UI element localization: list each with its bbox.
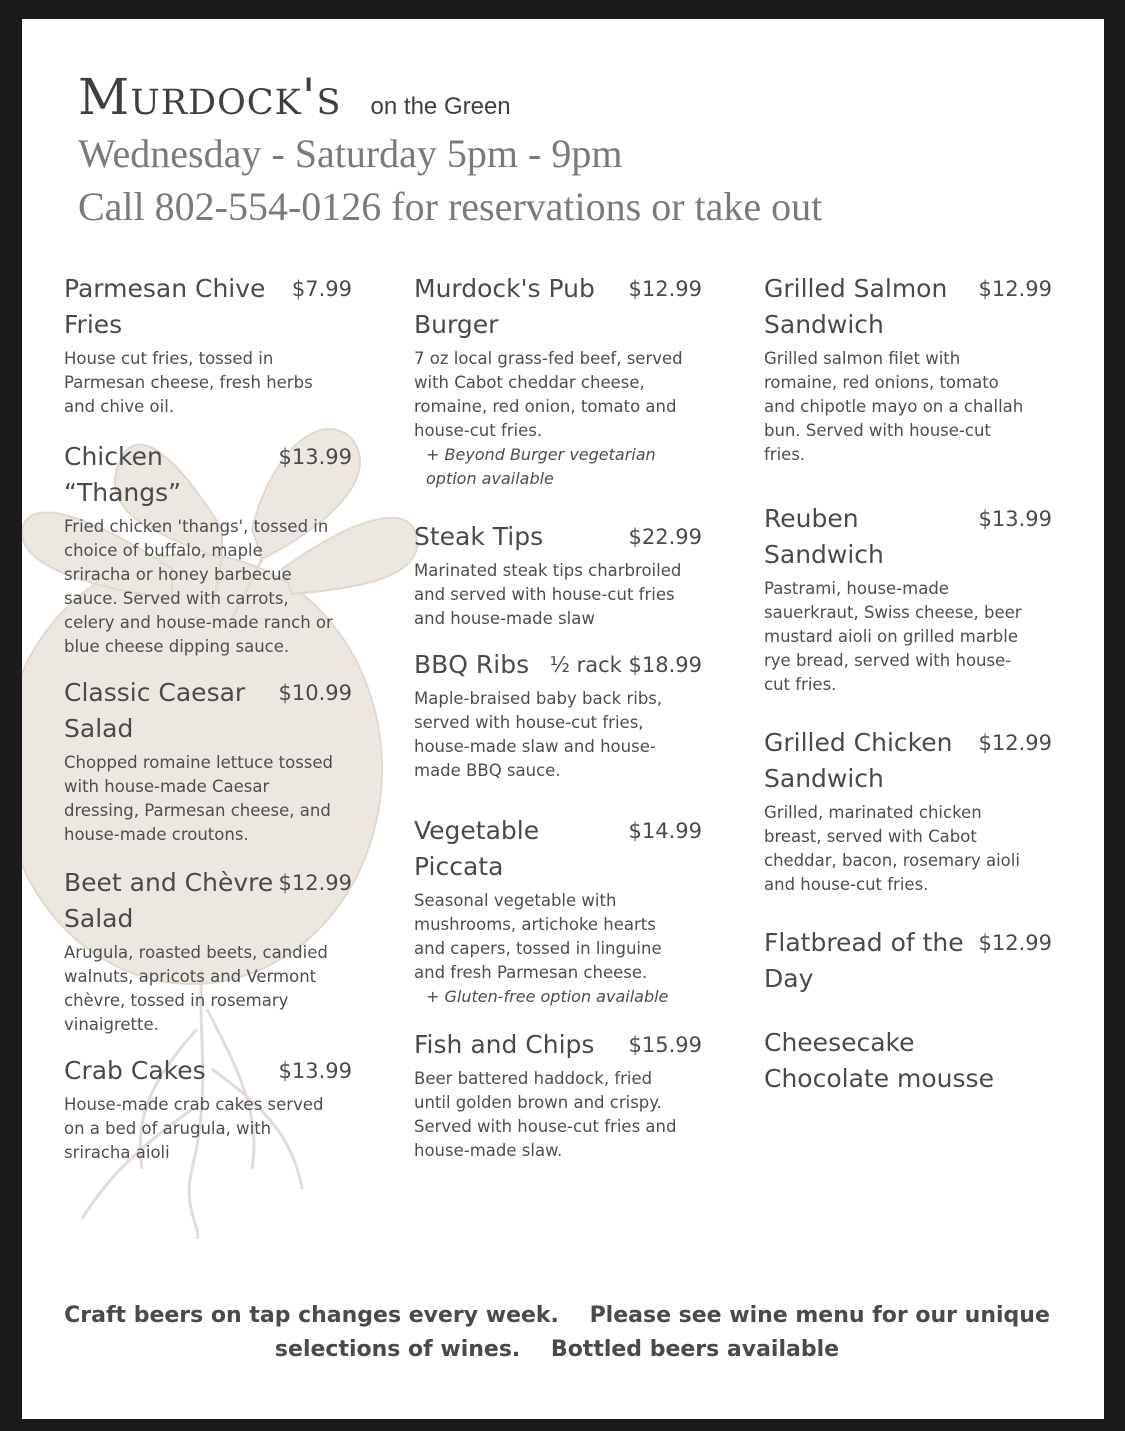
- menu-item: [64, 675, 360, 847]
- item-name: Flatbread of the Day: [764, 928, 964, 993]
- restaurant-name: Murdock's: [78, 68, 342, 126]
- item-price: $12.99: [978, 731, 1052, 755]
- menu-item: [414, 1027, 710, 1163]
- item-description: House cut fries, tossed in Parmesan cheese, fresh herbs and chive oil.: [64, 349, 313, 416]
- menu-item: [764, 725, 1060, 897]
- item-name: BBQ Ribs: [414, 650, 530, 679]
- item-price: ½ rack $18.99: [549, 653, 702, 677]
- menu-header: [78, 67, 822, 233]
- dessert-item: Cheesecake: [764, 1028, 915, 1057]
- item-description: Pastrami, house-made sauerkraut, Swiss cheese, beer mustard aioli on grilled marble rye bread, served with house-cut fries.: [764, 579, 1022, 694]
- item-name: Fish and Chips: [414, 1030, 595, 1059]
- item-name: Parmesan Chive Fries: [64, 274, 266, 339]
- item-description: Grilled, marinated chicken breast, served with Cabot cheddar, bacon, rosemary aioli and house-cut fries.: [764, 803, 1020, 894]
- menu-item: [764, 925, 1060, 997]
- item-price: $7.99: [291, 277, 352, 301]
- item-description: Marinated steak tips charbroiled and served with house-cut fries and house-made slaw: [414, 561, 682, 628]
- item-price: $12.99: [978, 277, 1052, 301]
- item-price: $10.99: [278, 681, 352, 705]
- footer-line-1: [22, 1299, 1092, 1333]
- reservation-phone: Call 802-554-0126 for reservations or take out: [78, 184, 823, 229]
- menu-item: [414, 519, 710, 631]
- item-name: Murdock's Pub Burger: [414, 274, 595, 339]
- menu-item: [764, 501, 1060, 697]
- item-description: Maple-braised baby back ribs, served with house-cut fries, house-made slaw and house-made BBQ sauce.: [414, 689, 663, 780]
- item-price: $14.99: [628, 819, 702, 843]
- menu-item: [64, 1053, 360, 1165]
- item-description: Fried chicken 'thangs', tossed in choice of buffalo, maple sriracha or honey barbecue sauce. Served with carrots, celery and house-made ranch or blue cheese dipping sauce.: [64, 517, 333, 656]
- item-name: Grilled Salmon Sandwich: [764, 274, 948, 339]
- item-description: Grilled salmon filet with romaine, red onions, tomato and chipotle mayo on a challah bun. Served with house-cut fries.: [764, 349, 1024, 464]
- restaurant-subtitle: on the Green: [370, 93, 511, 120]
- item-description: Beer battered haddock, fried until golden brown and crispy. Served with house-cut fries and house-made slaw.: [414, 1069, 677, 1160]
- menu-item: [764, 271, 1060, 467]
- item-name: Classic Caesar Salad: [64, 678, 246, 743]
- menu-footer: [22, 1299, 1092, 1367]
- item-price: $15.99: [628, 1033, 702, 1057]
- menu-item: [414, 271, 710, 491]
- brand-line: [78, 67, 822, 127]
- item-name: Crab Cakes: [64, 1056, 206, 1085]
- footer-wine-note-cont: selections of wines.: [274, 1337, 521, 1362]
- item-note: + Gluten-free option available: [426, 987, 669, 1006]
- menu-item: [64, 439, 360, 659]
- dessert-item: Chocolate mousse: [764, 1064, 994, 1093]
- footer-line-2: [22, 1333, 1092, 1367]
- menu-item: [414, 813, 710, 1009]
- item-name: Reuben Sandwich: [764, 504, 884, 569]
- item-price: $12.99: [278, 871, 352, 895]
- menu-column-1: [64, 271, 360, 1165]
- item-price: $13.99: [278, 445, 352, 469]
- item-price: $22.99: [628, 525, 702, 549]
- item-description: Chopped romaine lettuce tossed with house-made Caesar dressing, Parmesan cheese, and house-made croutons.: [64, 753, 334, 844]
- item-description: Seasonal vegetable with mushrooms, artichoke hearts and capers, tossed in linguine and fresh Parmesan cheese.: [414, 891, 662, 982]
- menu-item: [64, 865, 360, 1037]
- menu-item: [64, 271, 360, 419]
- item-price: $13.99: [278, 1059, 352, 1083]
- footer-wine-note: Please see wine menu for our unique: [589, 1303, 1050, 1328]
- item-description: Arugula, roasted beets, candied walnuts, apricots and Vermont chèvre, tossed in rosemary vinaigrette.: [64, 943, 328, 1034]
- opening-hours: Wednesday - Saturday 5pm - 9pm: [78, 131, 623, 176]
- item-description: House-made crab cakes served on a bed of arugula, with sriracha aioli: [64, 1095, 324, 1162]
- dessert-list: [764, 1025, 1060, 1097]
- item-price: $12.99: [978, 931, 1052, 955]
- footer-beer-note: Craft beers on tap changes every week.: [64, 1303, 559, 1328]
- item-name: Grilled Chicken Sandwich: [764, 728, 953, 793]
- item-note: + Beyond Burger vegetarian option available: [426, 445, 656, 488]
- menu-page: [22, 19, 1104, 1419]
- item-name: Steak Tips: [414, 522, 544, 551]
- menu-column-2: [414, 271, 710, 1163]
- item-price: $13.99: [978, 507, 1052, 531]
- footer-bottled-note: Bottled beers available: [550, 1337, 840, 1362]
- item-price: $12.99: [628, 277, 702, 301]
- menu-item: [414, 647, 710, 783]
- item-description: 7 oz local grass-fed beef, served with Cabot cheddar cheese, romaine, red onion, tomato and house-cut fries.: [414, 349, 683, 440]
- menu-column-3: [764, 271, 1060, 1097]
- item-name: Vegetable Piccata: [414, 816, 540, 881]
- item-name: Beet and Chèvre Salad: [64, 868, 274, 933]
- item-name: Chicken “Thangs”: [64, 442, 182, 507]
